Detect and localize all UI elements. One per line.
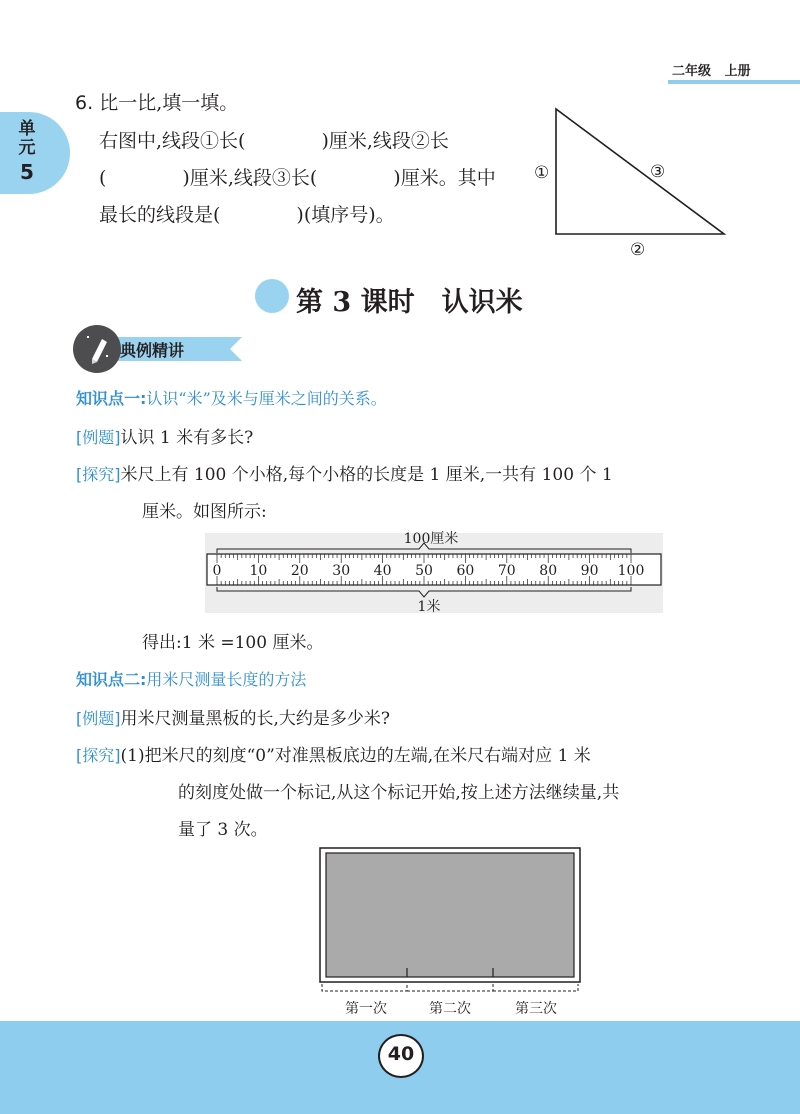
grade-label: 二年级 <box>672 64 712 79</box>
kp2-explore-line1 <box>76 741 591 766</box>
ruler-tick-label: 60 <box>456 563 475 579</box>
triangle-shape <box>556 109 724 234</box>
example-tag: [例题] <box>76 709 121 728</box>
kp2-example-text: 用米尺测量黑板的长,大约是多少米? <box>120 709 391 729</box>
segment-3-label: ③ <box>650 162 666 182</box>
ruler-bottom-label: 1米 <box>417 599 441 615</box>
kp1-explore-line2: 厘米。如图所示: <box>142 502 267 522</box>
ruler-tick-label: 80 <box>539 563 558 579</box>
unit-tab-label: 单元 <box>18 119 36 158</box>
kp2-text: 用米尺测量长度的方法 <box>146 670 307 689</box>
question6-line1: 右图中,线段①长( )厘米,线段②长 <box>99 130 449 152</box>
ruler-tick-label: 90 <box>580 563 599 579</box>
ruler-tick-label: 0 <box>212 563 222 579</box>
measure-label-2: 第二次 <box>429 1001 471 1017</box>
ruler-tick-label: 70 <box>497 563 516 579</box>
example-tag: [例题] <box>76 428 121 447</box>
kp1-text: 认识“米”及米与厘米之间的关系。 <box>146 389 387 408</box>
kp1-example-text: 认识 1 米有多长? <box>120 428 254 448</box>
ruler-tick-label: 10 <box>249 563 268 579</box>
kp2-explore-line2: 的刻度处做一个标记,从这个标记开始,按上述方法继续量,共 <box>178 783 620 803</box>
ruler-tick-label: 30 <box>332 563 351 579</box>
kp1-example <box>76 423 253 448</box>
explore-tag: [探究] <box>76 746 121 765</box>
lesson-title-dot <box>255 279 289 313</box>
knowledge-point-2 <box>76 667 306 690</box>
segment-1-label: ① <box>534 163 550 183</box>
measure-label-1: 第一次 <box>345 1001 387 1017</box>
section-banner-label: 典例精讲 <box>120 341 185 360</box>
kp2-label: 知识点二: <box>76 670 147 689</box>
header-rule <box>668 80 800 84</box>
unit-tab-number: 5 <box>20 160 34 184</box>
blackboard-surface <box>326 853 574 977</box>
measure-brace-3 <box>493 984 578 991</box>
measure-label-3: 第三次 <box>515 1001 557 1017</box>
explore-tag: [探究] <box>76 465 121 484</box>
header-grade <box>672 60 751 79</box>
kp2-explore-line3: 量了 3 次。 <box>178 820 268 840</box>
measure-brace-1 <box>322 984 407 991</box>
question-title: 比一比,填一填。 <box>99 92 239 114</box>
page-number: 40 <box>387 1043 415 1065</box>
kp1-explore-text: 米尺上有 100 个小格,每个小格的长度是 1 厘米,一共有 100 个 1 <box>120 465 613 485</box>
measure-brace-2 <box>407 984 493 991</box>
pencil-icon <box>84 333 112 365</box>
segment-2-label: ② <box>630 240 646 260</box>
ruler-top-label: 100厘米 <box>403 531 459 547</box>
question6-line2: ( )厘米,线段③长( )厘米。其中 <box>99 167 496 189</box>
question6-title <box>75 94 238 113</box>
kp1-label: 知识点一: <box>76 389 147 408</box>
meter-ruler <box>205 527 663 615</box>
kp2-explore-text: (1)把米尺的刻度“0”对准黑板底边的左端,在米尺右端对应 1 米 <box>120 746 591 766</box>
ruler-tick-label: 50 <box>415 563 433 579</box>
question6-line3: 最长的线段是( )(填序号)。 <box>99 204 395 226</box>
ruler-tick-label: 20 <box>290 563 309 579</box>
lesson-title: 第 3 课时 认识米 <box>296 287 523 318</box>
kp2-example <box>76 704 390 729</box>
blackboard-figure <box>316 846 584 1020</box>
question-number: 6. <box>75 92 94 114</box>
kp1-conclusion: 得出:1 米 =100 厘米。 <box>142 633 324 653</box>
volume-label: 上册 <box>724 64 751 79</box>
ruler-tick-label: 40 <box>373 563 392 579</box>
triangle-figure <box>526 100 736 262</box>
kp1-explore-line1 <box>76 460 613 485</box>
ruler-tick-label: 100 <box>617 563 645 579</box>
knowledge-point-1 <box>76 386 387 409</box>
